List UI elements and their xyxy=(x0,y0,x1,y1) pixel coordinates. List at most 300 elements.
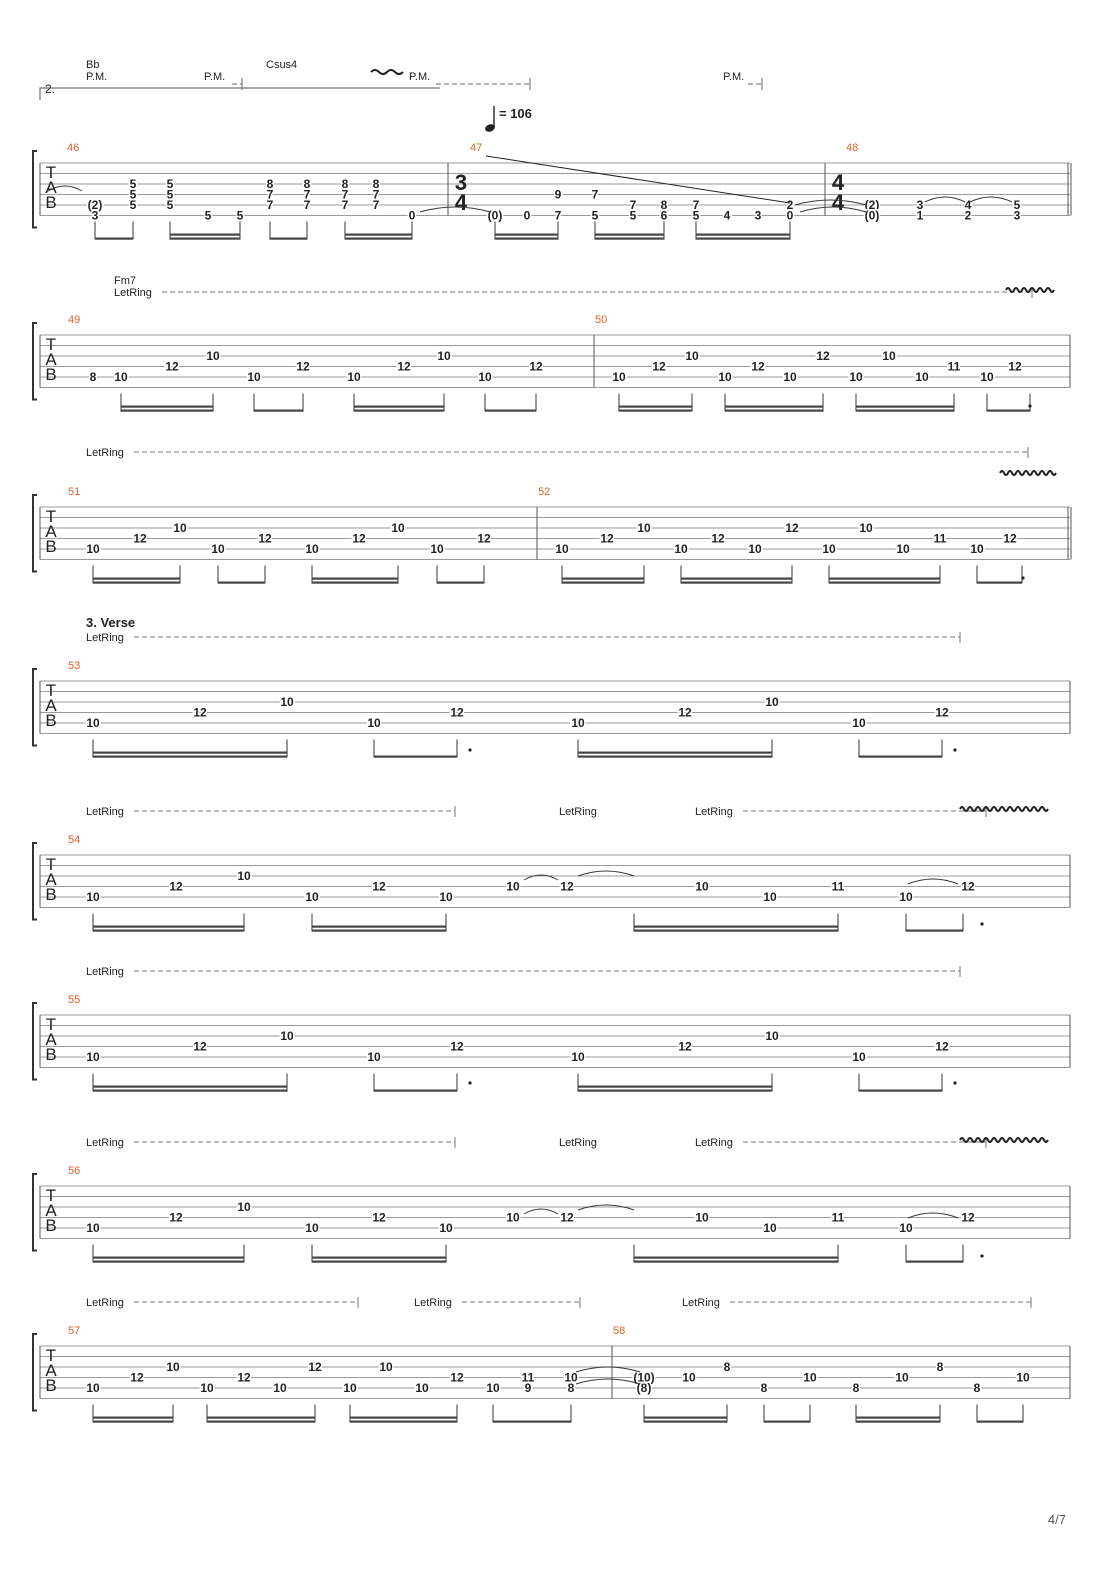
fret-number: 11 xyxy=(521,1370,535,1385)
fret-number: 5 xyxy=(166,177,174,191)
note-beam xyxy=(725,410,823,412)
tab-clef-letter: B xyxy=(45,1376,57,1395)
system-bracket xyxy=(33,843,37,920)
note-beam xyxy=(634,1257,838,1259)
fret-number: 4 xyxy=(964,198,972,212)
measure-number: 56 xyxy=(68,1165,81,1177)
fret-number: 10 xyxy=(506,879,520,894)
note-beam xyxy=(170,234,240,236)
fret-number: 3 xyxy=(91,208,99,223)
note-beam xyxy=(354,406,444,408)
fret-number: 10 xyxy=(86,1221,100,1235)
fret-number: 10 xyxy=(343,1381,357,1395)
fret-number: 10 xyxy=(899,1221,913,1235)
fret-number: 8 xyxy=(567,1381,575,1395)
fret-number: 10 xyxy=(783,370,797,384)
fret-number: 9 xyxy=(524,1381,532,1395)
note-beam xyxy=(93,1086,287,1088)
fret-number: 10 xyxy=(763,890,777,904)
measure-number: 57 xyxy=(68,1325,81,1337)
note-beam xyxy=(619,410,692,412)
fret-number: 7 xyxy=(554,208,562,223)
note-beam xyxy=(345,238,412,240)
let-ring-label: LetRing xyxy=(86,966,124,978)
fret-number: 10 xyxy=(211,542,225,556)
fret-number: 12 xyxy=(652,359,666,374)
fret-number: 8 xyxy=(266,177,274,191)
fret-number: 12 xyxy=(296,359,310,374)
fret-number: 8 xyxy=(89,370,97,384)
fret-number: (0) xyxy=(487,208,503,223)
fret-number: 10 xyxy=(859,521,873,535)
fret-number: 7 xyxy=(266,198,274,212)
fret-number: 10 xyxy=(305,890,319,904)
fret-number: (2) xyxy=(864,198,880,212)
fret-number: 10 xyxy=(763,1221,777,1235)
fret-number: (10) xyxy=(633,1370,655,1385)
note-beam xyxy=(578,756,772,758)
let-ring-label: LetRing xyxy=(86,632,124,644)
palm-mute-label: P.M. xyxy=(86,71,108,83)
fret-number: 12 xyxy=(165,359,179,374)
fret-number: 7 xyxy=(629,198,637,212)
tab-system xyxy=(33,843,1070,932)
fret-number: 12 xyxy=(1008,359,1022,374)
fret-number: 12 xyxy=(751,359,765,374)
fret-number: 10 xyxy=(86,542,100,556)
rhythm-dot xyxy=(468,748,471,751)
fret-number: 10 xyxy=(765,695,779,709)
fret-number: 9 xyxy=(554,187,562,202)
tab-clef-letter: B xyxy=(45,1045,57,1064)
tab-system xyxy=(33,669,1070,758)
note-beam xyxy=(207,1417,315,1419)
tie-slur xyxy=(576,1379,640,1384)
measure-number: 46 xyxy=(67,142,80,154)
note-beam xyxy=(93,1261,244,1263)
let-ring-label: LetRing xyxy=(682,1297,720,1309)
fret-number: 0 xyxy=(408,208,416,223)
fret-number: 12 xyxy=(678,705,692,720)
measure-number: 53 xyxy=(68,660,81,672)
note-beam xyxy=(485,410,536,412)
tempo-marking: = 106 xyxy=(499,106,532,121)
fret-number: 10 xyxy=(439,1221,453,1235)
note-beam xyxy=(578,1090,772,1092)
fret-number: 7 xyxy=(303,198,311,212)
note-beam xyxy=(856,1417,940,1419)
fret-number: 7 xyxy=(341,187,349,202)
fret-number: 12 xyxy=(193,705,207,720)
note-beam xyxy=(987,410,1030,412)
note-beam xyxy=(93,1417,173,1419)
fret-number: 12 xyxy=(1003,531,1017,546)
measure-number: 51 xyxy=(68,486,81,498)
fret-number: 10 xyxy=(564,1370,578,1385)
measure-number: 54 xyxy=(68,834,81,846)
fret-number: 2 xyxy=(964,208,972,223)
fret-number: 5 xyxy=(129,198,137,212)
fret-number: 10 xyxy=(803,1370,817,1385)
system-bracket xyxy=(33,323,37,400)
note-beam xyxy=(977,582,1022,584)
let-ring-label: LetRing xyxy=(86,1297,124,1309)
rhythm-dot xyxy=(953,748,956,751)
vibrato-mark xyxy=(1000,471,1056,475)
fret-number: 12 xyxy=(961,1210,975,1225)
tab-clef-letter: T xyxy=(45,1186,57,1205)
tab-clef-letter: A xyxy=(45,696,57,715)
fret-number: 6 xyxy=(660,208,668,223)
note-beam xyxy=(634,926,838,928)
note-beam xyxy=(312,582,398,584)
tab-system xyxy=(33,1334,1070,1423)
fret-number: 11 xyxy=(933,531,947,546)
note-beam xyxy=(696,234,790,236)
fret-number: (8) xyxy=(636,1381,652,1395)
tab-clef-letter: T xyxy=(45,1015,57,1034)
vibrato-mark xyxy=(960,807,1048,811)
vibrato-mark xyxy=(960,1138,1048,1142)
note-beam xyxy=(634,930,838,932)
let-ring-label: LetRing xyxy=(86,1137,124,1149)
fret-number: 3 xyxy=(754,208,762,223)
fret-number: 7 xyxy=(266,187,274,202)
note-beam xyxy=(170,238,240,240)
tab-system xyxy=(33,495,1071,584)
note-beam xyxy=(93,578,180,580)
fret-number: 7 xyxy=(591,187,599,202)
fret-number: 5 xyxy=(591,208,599,223)
fret-number: 8 xyxy=(303,177,311,191)
rhythm-dot xyxy=(953,1081,956,1084)
fret-number: 10 xyxy=(391,521,405,535)
fret-number: 10 xyxy=(685,349,699,363)
measure-number: 49 xyxy=(68,314,81,326)
fret-number: 5 xyxy=(236,208,244,223)
note-beam xyxy=(634,1261,838,1263)
let-ring-label: LetRing xyxy=(114,287,152,299)
fret-number: 4 xyxy=(723,208,731,223)
tie-slur xyxy=(908,879,958,884)
tab-clef-letter: T xyxy=(45,1346,57,1365)
fret-number: 10 xyxy=(896,542,910,556)
note-beam xyxy=(977,1421,1023,1423)
tie-slur xyxy=(576,1367,640,1372)
fret-number: 5 xyxy=(204,208,212,223)
tie-slur xyxy=(925,197,965,202)
fret-number: 10 xyxy=(86,716,100,730)
fret-number: 0 xyxy=(523,208,531,223)
fret-number: 12 xyxy=(529,359,543,374)
fret-number: 3 xyxy=(916,198,924,212)
let-ring-label: LetRing xyxy=(559,806,597,818)
note-beam xyxy=(350,1421,457,1423)
fret-number: 12 xyxy=(169,879,183,894)
fret-number: 2 xyxy=(786,198,794,212)
fret-number: 10 xyxy=(852,716,866,730)
fret-number: 10 xyxy=(682,1370,696,1385)
page-number: 4/7 xyxy=(1047,1512,1066,1527)
time-signature-top: 4 xyxy=(831,170,845,195)
note-beam xyxy=(93,1421,173,1423)
note-beam xyxy=(856,1421,940,1423)
fret-number: 1 xyxy=(916,208,924,223)
fret-number: 12 xyxy=(600,531,614,546)
fret-number: 0 xyxy=(786,208,794,223)
fret-number: 12 xyxy=(450,1039,464,1054)
fret-number: 10 xyxy=(237,869,251,883)
note-beam xyxy=(764,1421,810,1423)
note-beam xyxy=(829,582,940,584)
fret-number: 10 xyxy=(882,349,896,363)
measure-number: 47 xyxy=(470,142,483,154)
fret-number: 10 xyxy=(1016,1370,1030,1385)
note-beam xyxy=(578,1086,772,1088)
tie-slur xyxy=(970,197,1012,202)
fret-number: 10 xyxy=(915,370,929,384)
tab-clef-letter: A xyxy=(45,1201,57,1220)
tie-slur xyxy=(578,871,634,876)
fret-number: 5 xyxy=(166,187,174,202)
note-beam xyxy=(493,1421,571,1423)
fret-number: (0) xyxy=(864,208,880,223)
chord-name: Fm7 xyxy=(114,275,136,287)
measure-number: 52 xyxy=(538,486,551,498)
fret-number: 12 xyxy=(935,1039,949,1054)
fret-number: 8 xyxy=(660,198,668,212)
time-signature-bottom: 4 xyxy=(831,190,845,215)
time-signature-top: 3 xyxy=(454,170,468,195)
fret-number: 7 xyxy=(303,187,311,202)
tab-system xyxy=(33,1003,1070,1092)
fret-number: 10 xyxy=(970,542,984,556)
note-beam xyxy=(312,578,398,580)
measure-number: 58 xyxy=(613,1325,626,1337)
note-beam xyxy=(562,578,644,580)
tab-clef-letter: B xyxy=(45,1216,57,1235)
fret-number: 8 xyxy=(372,177,380,191)
fret-number: 7 xyxy=(372,187,380,202)
fret-number: 12 xyxy=(961,879,975,894)
note-beam xyxy=(595,234,664,236)
fret-number: 10 xyxy=(247,370,261,384)
fret-number: 12 xyxy=(237,1370,251,1385)
fret-number: 10 xyxy=(748,542,762,556)
fret-number: 10 xyxy=(305,1221,319,1235)
volta-ending: 2. xyxy=(45,82,56,96)
note-beam xyxy=(254,410,303,412)
fret-number: 12 xyxy=(816,349,830,363)
note-beam xyxy=(696,238,790,240)
fret-number: 10 xyxy=(305,542,319,556)
note-beam xyxy=(95,238,133,240)
system-bracket xyxy=(33,1174,37,1251)
fret-number: 12 xyxy=(193,1039,207,1054)
let-ring-label: LetRing xyxy=(559,1137,597,1149)
fret-number: 8 xyxy=(341,177,349,191)
let-ring-label: LetRing xyxy=(86,806,124,818)
fret-number: 7 xyxy=(341,198,349,212)
note-beam xyxy=(350,1417,457,1419)
note-beam xyxy=(270,238,307,240)
fret-number: 12 xyxy=(133,531,147,546)
fret-number: 10 xyxy=(415,1381,429,1395)
palm-mute-label: P.M. xyxy=(409,71,431,83)
note-beam xyxy=(312,930,446,932)
fret-number: 10 xyxy=(86,890,100,904)
fret-number: 10 xyxy=(114,370,128,384)
tab-clef-letter: T xyxy=(45,335,57,354)
note-beam xyxy=(578,752,772,754)
tab-clef-letter: A xyxy=(45,870,57,889)
note-beam xyxy=(906,930,963,932)
fret-number: 5 xyxy=(129,187,137,202)
fret-number: 7 xyxy=(692,198,700,212)
note-beam xyxy=(312,1257,446,1259)
fret-number: 10 xyxy=(478,370,492,384)
chord-name: Csus4 xyxy=(266,59,298,71)
tab-clef-letter: A xyxy=(45,522,57,541)
note-beam xyxy=(725,406,823,408)
fret-number: 10 xyxy=(571,1050,585,1064)
measure-number: 55 xyxy=(68,994,81,1006)
time-signature-bottom: 4 xyxy=(454,190,468,215)
note-beam xyxy=(93,752,287,754)
fret-number: 10 xyxy=(571,716,585,730)
fret-number: 10 xyxy=(439,890,453,904)
section-title: 3. Verse xyxy=(86,615,136,630)
system-bracket xyxy=(33,1334,37,1411)
fret-number: 11 xyxy=(947,359,961,374)
fret-number: 10 xyxy=(822,542,836,556)
fret-number: 12 xyxy=(785,521,799,535)
fret-number: 12 xyxy=(678,1039,692,1054)
note-beam xyxy=(829,578,940,580)
vibrato-mark xyxy=(371,70,403,74)
fret-number: 12 xyxy=(130,1370,144,1385)
note-beam xyxy=(93,930,244,932)
fret-number: 12 xyxy=(560,1210,574,1225)
fret-number: 8 xyxy=(973,1381,981,1395)
note-beam xyxy=(495,238,558,240)
fret-number: 12 xyxy=(169,1210,183,1225)
let-ring-label: LetRing xyxy=(86,447,124,459)
note-beam xyxy=(619,406,692,408)
tab-clef-letter: T xyxy=(45,855,57,874)
fret-number: 10 xyxy=(347,370,361,384)
tab-clef-letter: T xyxy=(45,681,57,700)
note-beam xyxy=(374,756,457,758)
rhythm-dot xyxy=(468,1081,471,1084)
tie-slur xyxy=(795,200,866,205)
palm-mute-label: P.M. xyxy=(723,71,745,83)
fret-number: 3 xyxy=(1013,208,1021,223)
system-bracket xyxy=(33,1003,37,1080)
tab-system xyxy=(33,1174,1070,1263)
fret-number: 10 xyxy=(437,349,451,363)
fret-number: 10 xyxy=(612,370,626,384)
note-beam xyxy=(859,1090,942,1092)
note-beam xyxy=(312,1261,446,1263)
note-beam xyxy=(374,1090,457,1092)
note-beam xyxy=(906,1261,963,1263)
fret-number: 10 xyxy=(718,370,732,384)
rhythm-dot xyxy=(1021,576,1024,579)
note-beam xyxy=(207,1421,315,1423)
note-beam xyxy=(595,238,664,240)
fret-number: 10 xyxy=(555,542,569,556)
fret-number: 12 xyxy=(477,531,491,546)
tab-clef-letter: B xyxy=(45,365,57,384)
note-beam xyxy=(121,406,213,408)
fret-number: 10 xyxy=(895,1370,909,1385)
fret-number: 5 xyxy=(166,198,174,212)
fret-number: 12 xyxy=(352,531,366,546)
fret-number: 10 xyxy=(237,1200,251,1214)
fret-number: 10 xyxy=(280,1029,294,1043)
note-beam xyxy=(681,578,792,580)
fret-number: 10 xyxy=(695,1210,709,1225)
tab-clef-letter: A xyxy=(45,350,57,369)
note-beam xyxy=(345,234,412,236)
fret-number: 5 xyxy=(629,208,637,223)
fret-number: 12 xyxy=(372,1210,386,1225)
system-bracket xyxy=(33,669,37,746)
note-beam xyxy=(856,406,954,408)
fret-number: 10 xyxy=(166,1360,180,1374)
fret-number: 12 xyxy=(372,879,386,894)
tab-clef-letter: B xyxy=(45,193,57,212)
note-beam xyxy=(93,756,287,758)
fret-number: 10 xyxy=(849,370,863,384)
note-beam xyxy=(856,410,954,412)
fret-number: 10 xyxy=(899,890,913,904)
tab-clef-letter: B xyxy=(45,885,57,904)
let-ring-label: LetRing xyxy=(695,806,733,818)
fret-number: 10 xyxy=(173,521,187,535)
fret-number: 11 xyxy=(831,879,845,894)
fret-number: 12 xyxy=(560,879,574,894)
note-beam xyxy=(312,926,446,928)
fret-number: 10 xyxy=(695,879,709,894)
let-ring-label: LetRing xyxy=(414,1297,452,1309)
fret-number: 11 xyxy=(831,1210,845,1225)
tab-clef-letter: B xyxy=(45,537,57,556)
fret-number: 10 xyxy=(765,1029,779,1043)
fret-number: 5 xyxy=(1013,198,1021,212)
tab-clef-letter: T xyxy=(45,507,57,526)
note-beam xyxy=(93,1090,287,1092)
fret-number: 7 xyxy=(372,198,380,212)
note-beam xyxy=(354,410,444,412)
note-beam xyxy=(681,582,792,584)
fret-number: 8 xyxy=(760,1381,768,1395)
fret-number: 12 xyxy=(450,705,464,720)
rhythm-dot xyxy=(980,1254,983,1257)
fret-number: 12 xyxy=(711,531,725,546)
fret-number: 10 xyxy=(367,1050,381,1064)
fret-number: 10 xyxy=(430,542,444,556)
note-beam xyxy=(93,582,180,584)
tab-clef-letter: A xyxy=(45,178,57,197)
measure-number: 48 xyxy=(846,142,859,154)
fret-number: 12 xyxy=(308,1360,322,1374)
fret-number: 10 xyxy=(86,1381,100,1395)
note-beam xyxy=(93,1257,244,1259)
note-beam xyxy=(218,582,265,584)
note-beam xyxy=(859,756,942,758)
